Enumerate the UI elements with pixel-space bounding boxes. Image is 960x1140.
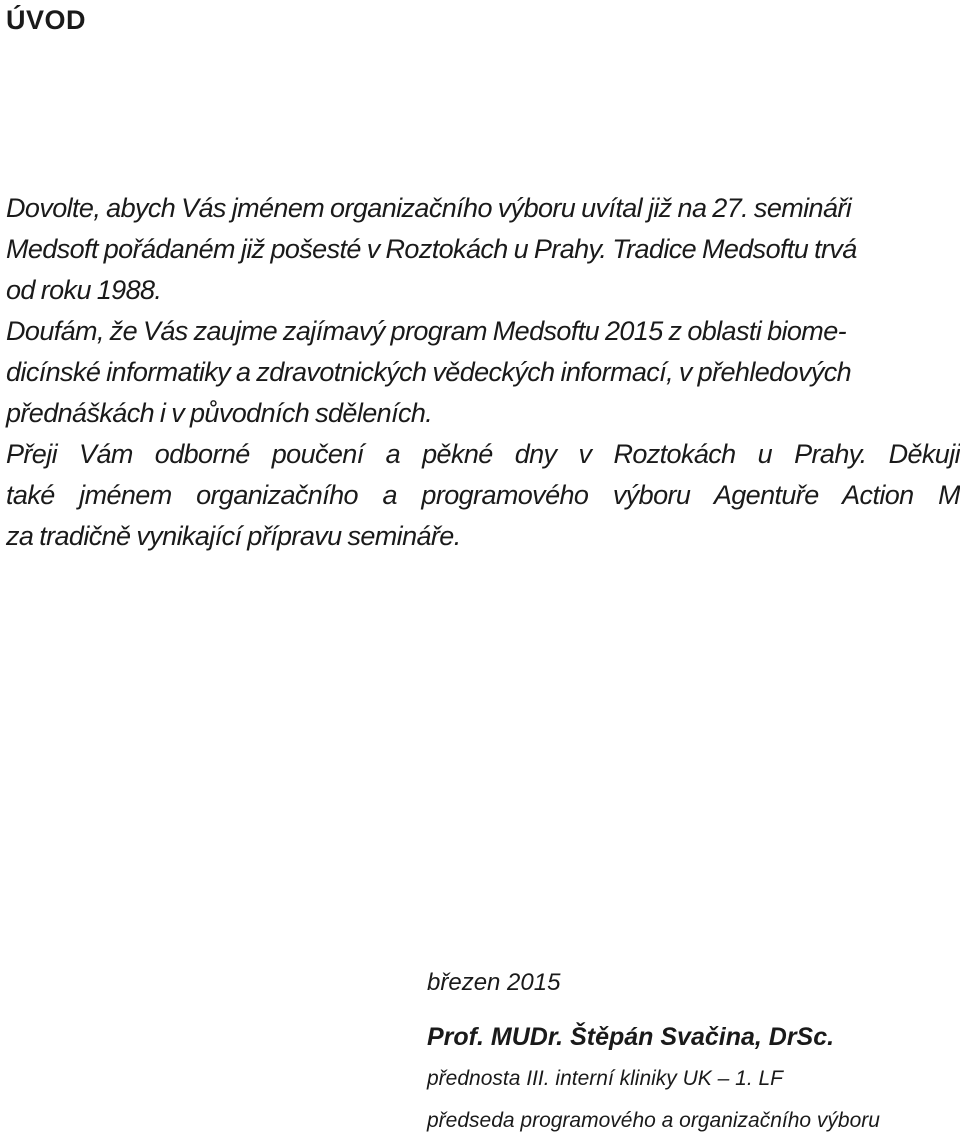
page-title: ÚVOD [6,5,87,35]
signature-name: Prof. MUDr. Štěpán Svačina, DrSc. [427,1023,835,1051]
paragraph-2-line-2: dicínské informatiky a zdravotnických vědeckých informací, v přehledových [6,357,852,387]
paragraph-2-line-3: přednáškách i v původních sděleních. [6,398,433,428]
signature-date: březen 2015 [427,969,561,996]
signature-block [427,965,880,1135]
paragraph-3-line-3: za tradičně vynikající přípravu semináře. [6,521,461,551]
paragraph-3-line-2: také jménem organizačního a programového výboru Agentuře Action M [6,480,960,510]
signature-role-2: předseda programového a organizačního výboru [427,1109,880,1132]
body-text [6,188,960,557]
paragraph-1-line-2: Medsoft pořádaném již pošesté v Roztokách u Prahy. Tradice Medsoftu trvá [6,234,857,264]
paragraph-3-line-1: Přeji Vám odborné poučení a pěkné dny v Roztokách u Prahy. Děkuji [6,439,960,469]
paragraph-1-line-1: Dovolte, abych Vás jménem organizačního výboru uvítal již na 27. semináři [6,193,852,223]
signature-role-1: přednosta III. interní kliniky UK – 1. LF [427,1067,783,1090]
paragraph-2-line-1: Doufám, že Vás zaujme zajímavý program Medsoftu 2015 z oblasti biome- [6,316,846,346]
paragraph-1-line-3: od roku 1988. [6,275,162,305]
